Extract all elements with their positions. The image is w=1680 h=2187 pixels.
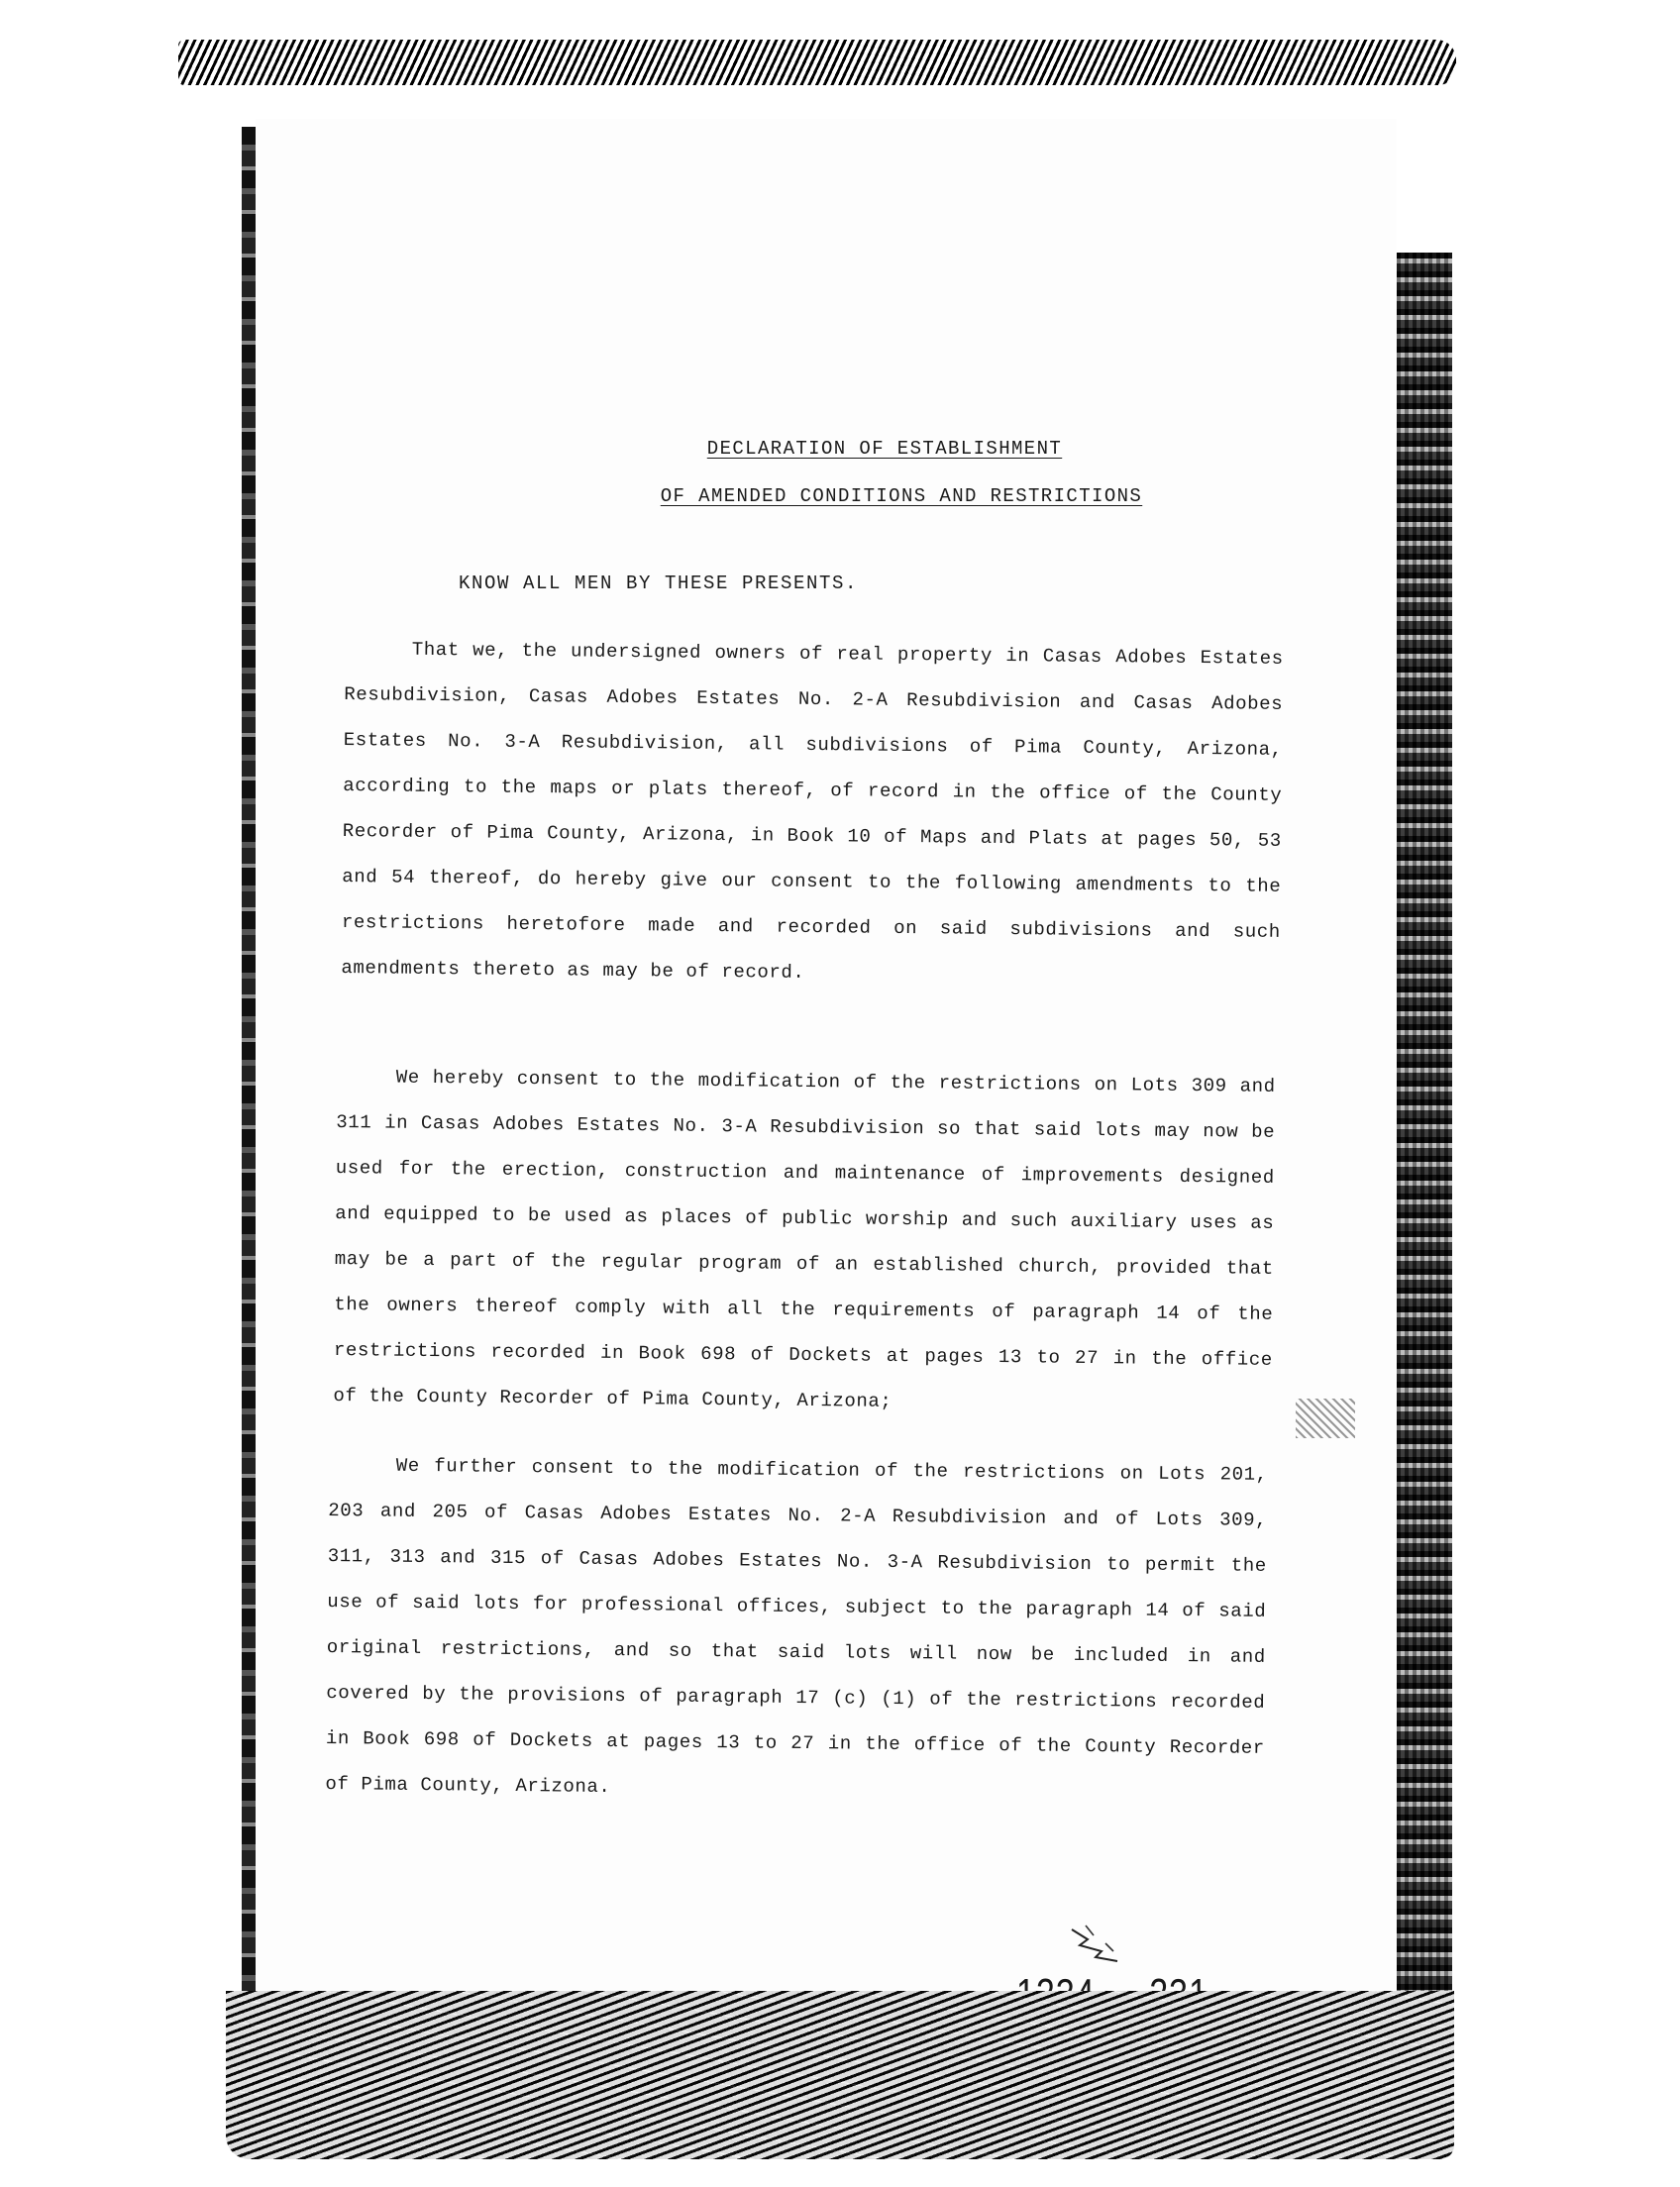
scan-noise-bottom [226, 1991, 1454, 2159]
paragraph-professional-offices: We further consent to the modification of the restrictions on Lots 201, 203 and 205 of Casas Adobes Estates No. 2-A Resubdivision and of Lots 309, 311, 313 and 315 of Casas Adobes Estates No. 3-A Resubdivision to permit the use of said lots for professional offices, subject to the paragraph 14 of said original restrictions, and so that said lots will now be included in and covered by the provisions of paragraph 17 (c) (1) of the restrictions recorded in Book 698 of Dockets at pages 13 to 27 in the office of the County Recorder of Pima County, Arizona. [325, 1454, 1268, 1798]
opening-phrase: KNOW ALL MEN BY THESE PRESENTS. [459, 573, 859, 594]
scan-noise-top [178, 40, 1456, 85]
document-title-line-1: DECLARATION OF ESTABLISHMENT [706, 438, 1063, 460]
handwritten-mark-icon [1068, 1922, 1125, 1967]
paragraph-worship-use: We hereby consent to the modification of the restrictions on Lots 309 and 311 in Casas Adobes Estates No. 3-A Resubdivision so that said lots may now be used for the erection, construction and maintenance of improvements designed and equipped to be used as places of public worship and such auxiliary uses as may be a part of the regular program of an established church, provided that the owners thereof comply with all the requirements of paragraph 14 of the restrictions recorded in Book 698 of Dockets at pages 13 to 27 in the office of the County Recorder of Pima County, Arizona; [333, 1066, 1276, 1412]
paragraph-consent: That we, the undersigned owners of real property in Casas Adobes Estates Resubdivision, Casas Adobes Estates No. 2-A Resubdivision and Casas Adobes Estates No. 3-A Resubdivision, all subdivisions of Pima County, Arizona, according to the maps or plats thereof, of record in the office of the County Recorder of Pima County, Arizona, in Book 10 of Maps and Plats at pages 50, 53 and 54 thereof, do hereby give our consent to the following amendments to the restrictions heretofore made and recorded on said subdivisions and such amendments thereto as may be of record. [341, 638, 1284, 984]
scan-noise-left-edge [242, 127, 256, 2068]
scan-noise-right-edge [1397, 253, 1452, 2065]
margin-stamp-mark [1296, 1399, 1355, 1438]
document-page [256, 119, 1397, 1991]
document-title-line-2: OF AMENDED CONDITIONS AND RESTRICTIONS [660, 485, 1143, 507]
